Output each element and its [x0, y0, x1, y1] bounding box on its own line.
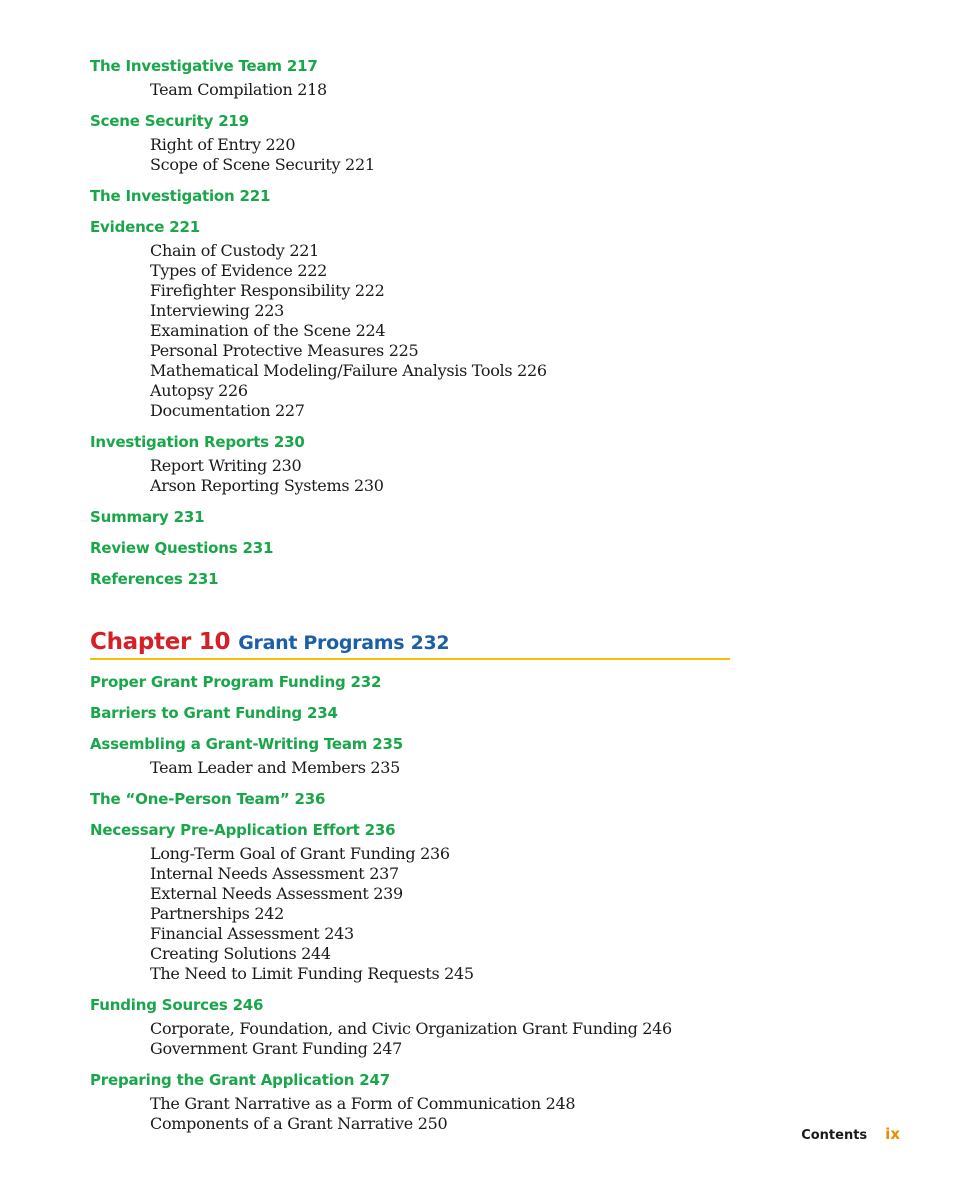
subsection-item[interactable]: Report Writing 230 [150, 456, 302, 475]
toc-section [90, 538, 890, 558]
toc-section [90, 820, 890, 984]
toc-section [90, 217, 890, 421]
subsection-item[interactable]: Components of a Grant Narrative 250 [150, 1114, 448, 1133]
subsection-item[interactable]: Chain of Custody 221 [150, 241, 319, 260]
subsection-item[interactable]: Autopsy 226 [150, 381, 248, 400]
section-heading[interactable]: Summary 231 [90, 508, 205, 526]
subsection-list [150, 456, 890, 496]
toc-section [90, 186, 890, 206]
subsection-item[interactable]: Team Compilation 218 [150, 80, 327, 99]
subsection-item[interactable]: Personal Protective Measures 225 [150, 341, 419, 360]
subsection-item[interactable]: The Grant Narrative as a Form of Communication 248 [150, 1094, 576, 1113]
page-number: ix [885, 1125, 900, 1143]
subsection-item[interactable]: External Needs Assessment 239 [150, 884, 403, 903]
toc-section [90, 995, 890, 1059]
subsection-item[interactable]: Firefighter Responsibility 222 [150, 281, 385, 300]
subsection-item[interactable]: Corporate, Foundation, and Civic Organization Grant Funding 246 [150, 1019, 672, 1038]
section-heading[interactable]: Funding Sources 246 [90, 996, 264, 1014]
section-heading[interactable]: Assembling a Grant-Writing Team 235 [90, 735, 403, 753]
subsection-list [150, 80, 890, 100]
subsection-item[interactable]: Scope of Scene Security 221 [150, 155, 375, 174]
subsection-list [150, 1094, 890, 1134]
subsection-item[interactable]: Partnerships 242 [150, 904, 284, 923]
toc-section [90, 789, 890, 809]
section-heading[interactable]: Investigation Reports 230 [90, 433, 305, 451]
toc-section [90, 569, 890, 589]
toc-section [90, 111, 890, 175]
chapter-heading [90, 629, 730, 660]
toc-section [90, 1070, 890, 1134]
chapter-title: Grant Programs 232 [238, 632, 450, 654]
section-heading[interactable]: Necessary Pre-Application Effort 236 [90, 821, 396, 839]
subsection-item[interactable]: Right of Entry 220 [150, 135, 296, 154]
subsection-item[interactable]: Financial Assessment 243 [150, 924, 354, 943]
toc-section [90, 56, 890, 100]
subsection-item[interactable]: The Need to Limit Funding Requests 245 [150, 964, 474, 983]
toc-section [90, 432, 890, 496]
subsection-list [150, 135, 890, 175]
section-heading[interactable]: References 231 [90, 570, 219, 588]
section-heading[interactable]: Proper Grant Program Funding 232 [90, 673, 382, 691]
subsection-list [150, 758, 890, 778]
section-heading[interactable]: Barriers to Grant Funding 234 [90, 704, 338, 722]
toc-part-2 [90, 672, 890, 1134]
subsection-item[interactable]: Creating Solutions 244 [150, 944, 331, 963]
subsection-item[interactable]: Types of Evidence 222 [150, 261, 327, 280]
contents-page [90, 56, 890, 1145]
section-heading[interactable]: The “One-Person Team” 236 [90, 790, 326, 808]
section-heading[interactable]: The Investigative Team 217 [90, 57, 318, 75]
section-heading[interactable]: Evidence 221 [90, 218, 200, 236]
subsection-item[interactable]: Arson Reporting Systems 230 [150, 476, 384, 495]
page-footer [801, 1124, 900, 1143]
toc-section [90, 672, 890, 692]
section-heading[interactable]: Scene Security 219 [90, 112, 249, 130]
subsection-item[interactable]: Team Leader and Members 235 [150, 758, 401, 777]
subsection-item[interactable]: Examination of the Scene 224 [150, 321, 386, 340]
subsection-list [150, 1019, 890, 1059]
toc-section [90, 703, 890, 723]
subsection-item[interactable]: Internal Needs Assessment 237 [150, 864, 399, 883]
subsection-list [150, 844, 890, 984]
toc-section [90, 734, 890, 778]
toc-part-1 [90, 56, 890, 589]
section-heading[interactable]: Review Questions 231 [90, 539, 274, 557]
subsection-item[interactable]: Government Grant Funding 247 [150, 1039, 402, 1058]
toc-section [90, 507, 890, 527]
subsection-item[interactable]: Long-Term Goal of Grant Funding 236 [150, 844, 450, 863]
subsection-list [150, 241, 890, 421]
subsection-item[interactable]: Documentation 227 [150, 401, 305, 420]
subsection-item[interactable]: Interviewing 223 [150, 301, 284, 320]
chapter-label: Chapter 10 [90, 629, 231, 655]
section-heading[interactable]: Preparing the Grant Application 247 [90, 1071, 390, 1089]
footer-label: Contents [801, 1128, 868, 1143]
section-heading[interactable]: The Investigation 221 [90, 187, 271, 205]
subsection-item[interactable]: Mathematical Modeling/Failure Analysis Tools 226 [150, 361, 547, 380]
